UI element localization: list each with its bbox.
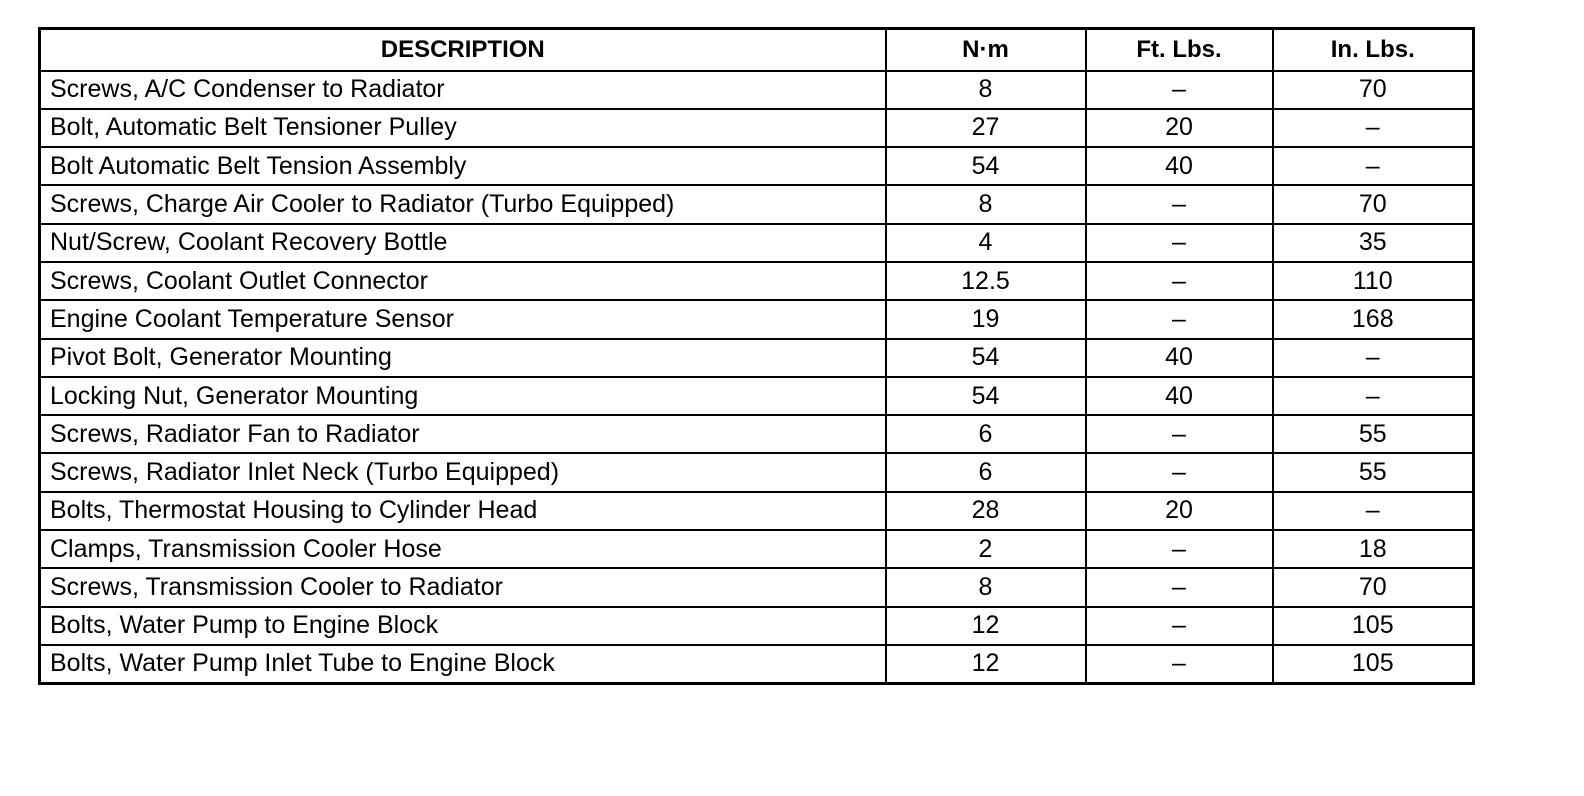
inlbs-cell: 18 <box>1273 530 1474 568</box>
description-cell: Bolts, Water Pump Inlet Tube to Engine Block <box>40 645 886 683</box>
ftlbs-cell: 40 <box>1086 339 1273 377</box>
table-row <box>40 645 1474 683</box>
nm-cell: 8 <box>886 71 1086 109</box>
nm-cell: 6 <box>886 415 1086 453</box>
description-cell: Screws, Charge Air Cooler to Radiator (Turbo Equipped) <box>40 185 886 223</box>
table-row <box>40 262 1474 300</box>
description-cell: Bolts, Water Pump to Engine Block <box>40 607 886 645</box>
description-cell: Screws, A/C Condenser to Radiator <box>40 71 886 109</box>
ftlbs-cell: 40 <box>1086 147 1273 185</box>
description-cell: Screws, Radiator Inlet Neck (Turbo Equipped) <box>40 453 886 491</box>
description-cell: Locking Nut, Generator Mounting <box>40 377 886 415</box>
inlbs-cell: 70 <box>1273 71 1474 109</box>
inlbs-cell: 110 <box>1273 262 1474 300</box>
table-row <box>40 492 1474 530</box>
table-row <box>40 453 1474 491</box>
description-cell: Clamps, Transmission Cooler Hose <box>40 530 886 568</box>
description-cell: Screws, Coolant Outlet Connector <box>40 262 886 300</box>
description-cell: Pivot Bolt, Generator Mounting <box>40 339 886 377</box>
table-row <box>40 224 1474 262</box>
ftlbs-cell: 20 <box>1086 492 1273 530</box>
nm-cell: 54 <box>886 339 1086 377</box>
nm-cell: 12.5 <box>886 262 1086 300</box>
description-cell: Bolt, Automatic Belt Tensioner Pulley <box>40 109 886 147</box>
inlbs-cell: 105 <box>1273 607 1474 645</box>
description-cell: Bolts, Thermostat Housing to Cylinder Head <box>40 492 886 530</box>
nm-cell: 27 <box>886 109 1086 147</box>
nm-cell: 12 <box>886 607 1086 645</box>
table-row <box>40 147 1474 185</box>
nm-cell: 54 <box>886 377 1086 415</box>
nm-cell: 19 <box>886 300 1086 338</box>
inlbs-cell: – <box>1273 377 1474 415</box>
ftlbs-cell: – <box>1086 71 1273 109</box>
ftlbs-cell: – <box>1086 568 1273 606</box>
ftlbs-cell: – <box>1086 415 1273 453</box>
table-row <box>40 607 1474 645</box>
nm-cell: 54 <box>886 147 1086 185</box>
table-row <box>40 415 1474 453</box>
inlbs-cell: – <box>1273 147 1474 185</box>
inlbs-cell: 105 <box>1273 645 1474 683</box>
inlbs-cell: 70 <box>1273 185 1474 223</box>
ftlbs-cell: – <box>1086 453 1273 491</box>
table-row <box>40 71 1474 109</box>
description-cell: Screws, Radiator Fan to Radiator <box>40 415 886 453</box>
inlbs-cell: 35 <box>1273 224 1474 262</box>
description-cell: Bolt Automatic Belt Tension Assembly <box>40 147 886 185</box>
nm-cell: 28 <box>886 492 1086 530</box>
ftlbs-cell: 40 <box>1086 377 1273 415</box>
inlbs-cell: 55 <box>1273 415 1474 453</box>
table-row <box>40 185 1474 223</box>
inlbs-cell: – <box>1273 339 1474 377</box>
nm-cell: 6 <box>886 453 1086 491</box>
ftlbs-cell: – <box>1086 185 1273 223</box>
nm-cell: 8 <box>886 568 1086 606</box>
table-row <box>40 377 1474 415</box>
ftlbs-cell: – <box>1086 300 1273 338</box>
torque-spec-table <box>38 27 1475 685</box>
header-foot-pounds: Ft. Lbs. <box>1086 29 1273 71</box>
inlbs-cell: 168 <box>1273 300 1474 338</box>
table-row <box>40 568 1474 606</box>
table-row <box>40 300 1474 338</box>
header-row <box>40 29 1474 71</box>
ftlbs-cell: – <box>1086 262 1273 300</box>
nm-cell: 2 <box>886 530 1086 568</box>
table-row <box>40 109 1474 147</box>
description-cell: Screws, Transmission Cooler to Radiator <box>40 568 886 606</box>
inlbs-cell: – <box>1273 492 1474 530</box>
table-row <box>40 339 1474 377</box>
ftlbs-cell: – <box>1086 530 1273 568</box>
table-row <box>40 530 1474 568</box>
description-cell: Engine Coolant Temperature Sensor <box>40 300 886 338</box>
description-cell: Nut/Screw, Coolant Recovery Bottle <box>40 224 886 262</box>
header-inch-pounds: In. Lbs. <box>1273 29 1474 71</box>
header-newton-meters: N·m <box>886 29 1086 71</box>
inlbs-cell: 55 <box>1273 453 1474 491</box>
nm-cell: 4 <box>886 224 1086 262</box>
ftlbs-cell: – <box>1086 224 1273 262</box>
inlbs-cell: 70 <box>1273 568 1474 606</box>
ftlbs-cell: – <box>1086 645 1273 683</box>
nm-cell: 12 <box>886 645 1086 683</box>
ftlbs-cell: 20 <box>1086 109 1273 147</box>
header-description: DESCRIPTION <box>40 29 886 71</box>
nm-cell: 8 <box>886 185 1086 223</box>
inlbs-cell: – <box>1273 109 1474 147</box>
ftlbs-cell: – <box>1086 607 1273 645</box>
